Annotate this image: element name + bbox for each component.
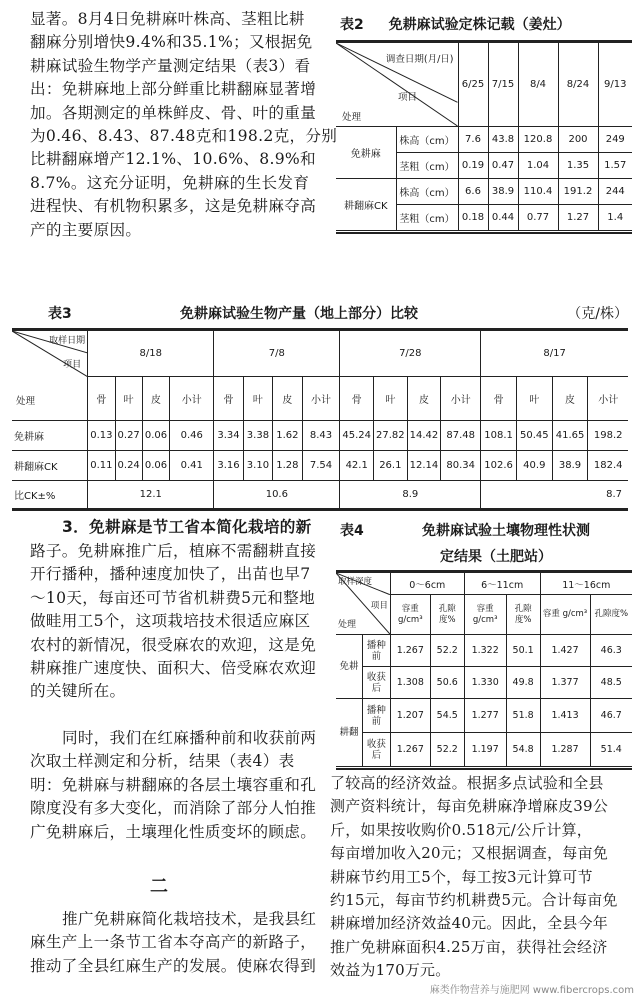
item-header: 小计: [302, 377, 340, 421]
item-header: 小计: [441, 377, 481, 421]
item-header: 小计: [170, 377, 214, 421]
value-cell: 45.24: [340, 421, 374, 451]
value-cell: 46.7: [590, 699, 632, 733]
value-cell: 1.308: [390, 667, 430, 699]
text-line: 测产资料统计，每亩免耕麻净增麻皮39公: [330, 797, 608, 816]
text-line: 为0.46、8.43、87.48克和198.2克，分别: [30, 126, 338, 145]
value-cell: 1.197: [464, 733, 506, 767]
value-cell: 12.14: [407, 451, 441, 481]
item-header: 容重 g/cm³: [390, 595, 430, 635]
text-line: 明：免耕麻与耕翻麻的各层土壤容重和孔: [30, 775, 317, 794]
value-cell: 1.267: [390, 733, 430, 767]
treatment-cell: 免耕: [336, 635, 362, 699]
text-line: 显著。8月4日免耕麻叶株高、茎粗比耕: [30, 10, 305, 28]
table2-corner-header: [336, 43, 458, 127]
table4: [336, 572, 632, 767]
value-cell: 54.5: [430, 699, 464, 733]
section3-paragraph: [30, 540, 330, 704]
text-line: 农村的新情况，很受麻农的欢迎，这是免: [30, 635, 317, 654]
stage-cell: 播种前: [362, 635, 390, 667]
value-cell: 0.13: [88, 421, 115, 451]
text-line: 推动了全县红麻生产的发展。使麻农得到: [30, 956, 317, 975]
value-cell: 1.267: [390, 635, 430, 667]
table4-corner-header: [336, 573, 390, 635]
item-cell: 株高（cm）: [396, 179, 458, 205]
value-cell: 0.44: [488, 205, 518, 231]
treatment-cell: 免耕麻: [12, 421, 88, 451]
text-line: 每亩增加收入20元；又根据调查，每亩免: [330, 844, 608, 863]
table3-caption: [48, 303, 628, 323]
date-header: 8/24: [558, 43, 598, 127]
treatment-cell: 免耕麻: [336, 127, 396, 179]
stage-cell: 收获后: [362, 733, 390, 767]
value-cell: 108.1: [481, 421, 517, 451]
value-cell: 51.8: [506, 699, 540, 733]
text-line: 进程快、有机物积累多，这是免耕麻夺高: [30, 197, 317, 216]
date-header: 6/25: [458, 43, 488, 127]
compare-value-cell: 8.9: [340, 481, 481, 509]
depth-header: 11～16cm: [540, 573, 632, 595]
corner-treatment-label: 处理: [16, 396, 36, 407]
item-header: 骨: [340, 377, 374, 421]
text-line: 推广免耕麻简化栽培技术，是我县红: [62, 910, 317, 928]
text-line: 次取土样测定和分析，结果（表4）表: [30, 752, 295, 771]
value-cell: 3.10: [243, 451, 272, 481]
text-line: 的关键所在。: [30, 682, 126, 701]
value-cell: 102.6: [481, 451, 517, 481]
table2-label: 表2: [340, 17, 364, 33]
text-line: 耕麻推广速度快、面积大、倍受麻农欢迎: [30, 658, 317, 677]
value-cell: 0.27: [115, 421, 142, 451]
date-header: 8/18: [88, 331, 214, 377]
text-line: 路子。免耕麻推广后，植麻不需翻耕直接: [30, 542, 317, 560]
item-header: 皮: [407, 377, 441, 421]
value-cell: 1.277: [464, 699, 506, 733]
corner-depth-label: 取样深度: [338, 577, 373, 587]
compare-label-cell: 比CK±%: [12, 481, 88, 509]
text-line: ～10天，每亩还可节省机耕费5元和整地: [30, 588, 315, 607]
text-line: 加。各期测定的单株鲜皮、骨、叶的重量: [30, 103, 317, 122]
table2-title: 免耕麻试验定株记载（姜灶）: [388, 17, 571, 33]
value-cell: 48.5: [590, 667, 632, 699]
value-cell: 3.16: [214, 451, 243, 481]
text-line: 耕麻增加经济效益40元。因此，全县今年: [330, 914, 608, 933]
value-cell: 6.6: [458, 179, 488, 205]
text-line: 推广免耕麻面积4.25万亩，获得社会经济: [330, 937, 608, 956]
item-header: 容重 g/cm³: [540, 595, 590, 635]
value-cell: 249: [598, 127, 632, 153]
item-header: 皮: [142, 377, 169, 421]
date-header: 7/15: [488, 43, 518, 127]
soil-paragraph: [30, 727, 330, 844]
corner-treatment-label: 处理: [342, 112, 362, 123]
value-cell: 0.18: [458, 205, 488, 231]
text-line: 同时，我们在红麻播种前和收获前两: [62, 729, 317, 747]
text-line: 广免耕麻后，土壤理化性质变坏的顾虑。: [30, 822, 317, 841]
text-line: 麻生产上一条节工省本夺高产的新路子，: [30, 933, 317, 952]
treatment-cell: 耕翻麻CK: [336, 179, 396, 231]
text-line: 产的主要原因。: [30, 220, 142, 239]
text-line: 比耕翻麻增产12.1%、10.6%、8.9%和: [30, 150, 316, 169]
table3-title: 免耕麻试验生物产量（地上部分）比较: [180, 306, 418, 322]
value-cell: 110.4: [518, 179, 558, 205]
corner-treatment-label: 处理: [338, 620, 357, 630]
value-cell: 1.57: [598, 153, 632, 179]
site-watermark: 麻类作物营养与施肥网 www.fibercrops.com: [429, 985, 634, 996]
value-cell: 1.04: [518, 153, 558, 179]
item-header: 叶: [115, 377, 142, 421]
table3-bottom-rule: [12, 509, 628, 511]
value-cell: 200: [558, 127, 598, 153]
table3: [12, 330, 628, 509]
stage-cell: 播种前: [362, 699, 390, 733]
item-header: 叶: [374, 377, 408, 421]
value-cell: 3.34: [214, 421, 243, 451]
section-mark: 二: [150, 876, 168, 897]
value-cell: 1.322: [464, 635, 506, 667]
item-header: 孔隙度%: [590, 595, 632, 635]
value-cell: 0.11: [88, 451, 115, 481]
item-header: 骨: [481, 377, 517, 421]
value-cell: 182.4: [588, 451, 628, 481]
value-cell: 43.8: [488, 127, 518, 153]
text-line: 约15元，每亩节约机耕费5元。合计每亩免: [330, 890, 618, 909]
corner-item-label: 项目: [398, 92, 418, 103]
table-row: [336, 667, 632, 699]
date-header: 7/28: [340, 331, 481, 377]
value-cell: 26.1: [374, 451, 408, 481]
value-cell: 0.06: [142, 421, 169, 451]
date-header: 8/17: [481, 331, 628, 377]
economics-paragraph: [330, 772, 635, 983]
value-cell: 1.330: [464, 667, 506, 699]
table4-caption: [340, 520, 630, 540]
value-cell: 1.207: [390, 699, 430, 733]
text-line: 出：免耕麻地上部分鲜重比耕翻麻显著增: [30, 80, 317, 99]
value-cell: 191.2: [558, 179, 598, 205]
item-header: 皮: [552, 377, 588, 421]
item-header: 叶: [243, 377, 272, 421]
table4-label: 表4: [340, 523, 364, 539]
text-line: 斤，如果按收购价0.518元/公斤计算，: [330, 820, 592, 839]
item-header: 皮: [273, 377, 302, 421]
value-cell: 38.9: [552, 451, 588, 481]
date-header: 8/4: [518, 43, 558, 127]
value-cell: 0.46: [170, 421, 214, 451]
value-cell: 50.6: [430, 667, 464, 699]
value-cell: 1.287: [540, 733, 590, 767]
table2: [336, 42, 632, 231]
value-cell: 38.9: [488, 179, 518, 205]
value-cell: 0.77: [518, 205, 558, 231]
value-cell: 8.43: [302, 421, 340, 451]
value-cell: 40.9: [516, 451, 552, 481]
value-cell: 120.8: [518, 127, 558, 153]
corner-date-label: 调查日期(月/日): [385, 54, 454, 65]
value-cell: 198.2: [588, 421, 628, 451]
item-cell: 茎粗（cm）: [396, 153, 458, 179]
value-cell: 80.34: [441, 451, 481, 481]
value-cell: 41.65: [552, 421, 588, 451]
table-row: [12, 451, 628, 481]
value-cell: 0.06: [142, 451, 169, 481]
text-line: 隙度没有多大变化，而消除了部分人怕推: [30, 799, 317, 818]
table-row: [12, 421, 628, 451]
value-cell: 50.1: [506, 635, 540, 667]
text-line: 做畦用工5个，这项栽培技术很适应麻区: [30, 612, 311, 631]
value-cell: 7.6: [458, 127, 488, 153]
item-header: 叶: [516, 377, 552, 421]
date-header: 9/13: [598, 43, 632, 127]
text-line: 了较高的经济效益。根据多点试验和全县: [330, 774, 604, 792]
item-header: 骨: [88, 377, 115, 421]
corner-item-label: 项目: [63, 360, 82, 370]
item-header: 容重 g/cm³: [464, 595, 506, 635]
value-cell: 49.8: [506, 667, 540, 699]
item-cell: 茎粗（cm）: [396, 205, 458, 231]
corner-date-label: 取样日期: [49, 336, 86, 346]
compare-value-cell: 10.6: [214, 481, 340, 509]
text-line: 耕麻节约用工5个，每工按3元计算可节: [330, 867, 593, 886]
conclusion-paragraph: [30, 908, 330, 978]
value-cell: 27.82: [374, 421, 408, 451]
item-header: 孔隙度%: [506, 595, 540, 635]
item-header: 骨: [214, 377, 243, 421]
value-cell: 0.47: [488, 153, 518, 179]
value-cell: 1.4: [598, 205, 632, 231]
depth-header: 0～6cm: [390, 573, 464, 595]
value-cell: 1.35: [558, 153, 598, 179]
item-cell: 株高（cm）: [396, 127, 458, 153]
value-cell: 14.42: [407, 421, 441, 451]
item-header: 小计: [588, 377, 628, 421]
value-cell: 52.2: [430, 635, 464, 667]
table4-title-line1: 免耕麻试验土壤物理性状测: [422, 523, 590, 539]
intro-paragraph: [30, 8, 338, 242]
value-cell: 0.24: [115, 451, 142, 481]
table-row: [336, 127, 632, 153]
compare-value-cell: 12.1: [88, 481, 214, 509]
table4-bottom-rule: [336, 768, 632, 770]
value-cell: 87.48: [441, 421, 481, 451]
value-cell: 0.19: [458, 153, 488, 179]
table2-caption: [340, 14, 571, 34]
value-cell: 1.413: [540, 699, 590, 733]
treatment-cell: 耕翻麻CK: [12, 451, 88, 481]
value-cell: 1.62: [273, 421, 302, 451]
treatment-cell: 耕翻: [336, 699, 362, 767]
value-cell: 52.2: [430, 733, 464, 767]
table-row: [336, 699, 632, 733]
value-cell: 51.4: [590, 733, 632, 767]
value-cell: 244: [598, 179, 632, 205]
value-cell: 50.45: [516, 421, 552, 451]
value-cell: 54.8: [506, 733, 540, 767]
value-cell: 1.377: [540, 667, 590, 699]
table-row: [336, 635, 632, 667]
date-header: 7/8: [214, 331, 340, 377]
text-line: 8.7%。这充分证明，免耕麻的生长发育: [30, 173, 310, 192]
value-cell: 7.54: [302, 451, 340, 481]
table3-corner-header: [12, 331, 88, 421]
corner-item-label: 项目: [370, 601, 388, 611]
value-cell: 42.1: [340, 451, 374, 481]
depth-header: 6～11cm: [464, 573, 540, 595]
value-cell: 1.27: [558, 205, 598, 231]
text-line: 效益为170万元。: [330, 961, 451, 980]
table3-unit: （克/株）: [567, 306, 628, 322]
table-row: [336, 733, 632, 767]
compare-value-cell: 8.7: [481, 481, 628, 509]
value-cell: 1.427: [540, 635, 590, 667]
text-line: 开行播种，播种速度加快了，出苗也早7: [30, 565, 311, 584]
text-line: 耕麻试验生物学产量测定结果（表3）看: [30, 56, 311, 75]
table3-label: 表3: [48, 306, 72, 322]
table-row: [336, 179, 632, 205]
stage-cell: 收获后: [362, 667, 390, 699]
value-cell: 1.28: [273, 451, 302, 481]
table2-bottom-rule: [336, 232, 632, 234]
text-line: 翻麻分别增快9.4%和35.1%；又根据免: [30, 33, 313, 52]
value-cell: 0.41: [170, 451, 214, 481]
heading-line: 3．免耕麻是节工省本简化栽培的新: [62, 518, 312, 536]
table4-title-line2: 定结果（土肥站）: [440, 549, 552, 565]
item-header: 孔隙度%: [430, 595, 464, 635]
value-cell: 46.3: [590, 635, 632, 667]
section3-heading: [30, 516, 330, 539]
table-row: [12, 481, 628, 509]
value-cell: 3.38: [243, 421, 272, 451]
